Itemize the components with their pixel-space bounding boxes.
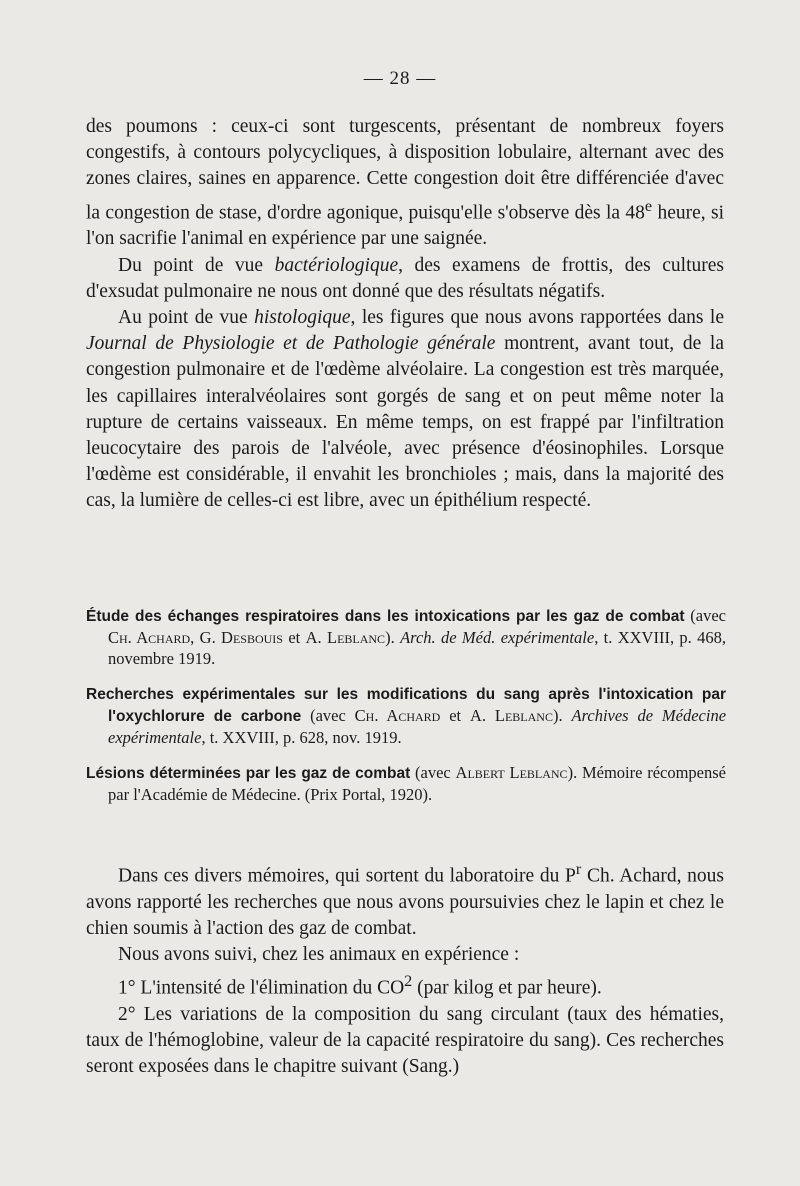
reference-title: Lésions déterminées par les gaz de combat: [86, 765, 411, 782]
reference-title: Recherches expérimentales sur les modifications du sang après l'intoxication par l'oxychlorure de carbone: [86, 686, 726, 725]
paragraph: [86, 942, 724, 968]
paragraph: [86, 253, 724, 305]
text-run: Nous avons suivi, chez les animaux en expérience :: [118, 944, 520, 966]
page-number: — 28 —: [363, 68, 437, 89]
author-name: G. Desbouis: [199, 628, 283, 647]
italic-text: Arch. de Méd. expérimentale: [400, 628, 595, 647]
text-run: Ch. Achard, nous avons rapporté les recherches que nous avons poursuivies chez le lapin et chez le chien soumis à l'action des gaz de combat.: [86, 865, 724, 939]
author-name: Ch. Achard: [354, 706, 441, 725]
paragraph: [86, 968, 724, 1002]
reference-entry: [86, 762, 726, 805]
text-run: , des examens de frottis, des cultures d'exsudat pulmonaire ne nous ont donné que des résultats négatifs.: [86, 254, 724, 302]
references-list: [86, 605, 726, 819]
superscript: 2: [404, 972, 413, 991]
italic-text: Journal de Physiologie et de Pathologie générale: [86, 333, 496, 355]
author-name: A. Leblanc: [305, 628, 386, 647]
italic-text: Archives de Médecine expérimentale: [108, 706, 727, 747]
italic-text: histologique: [254, 306, 351, 328]
text-run: 1° L'intensité de l'élimination du CO: [118, 977, 405, 999]
superscript: e: [644, 196, 653, 215]
text-run: , t. XXVIII, p. 628, nov. 1919.: [201, 728, 402, 747]
text-run: ).: [385, 628, 401, 647]
text-run: des poumons : ceux-ci sont turgescents, présentant de nombreux foyers congestifs, à contours polycycliques, à disposition lobulaire, alternant avec des zones claires, saines en apparence. Cette congestion doit être différenciée d'avec la congestion de stase, d'ordre agonique, puisqu'elle s'observe dès la 48: [86, 116, 724, 224]
text-run: (avec: [301, 706, 355, 725]
text-run: ). Mémoire récompensé par l'Académie de Médecine. (Prix Portal, 1920).: [108, 763, 726, 804]
text-run: Du point de vue: [118, 254, 275, 276]
author-name: A. Leblanc: [469, 706, 553, 725]
text-run: ,: [190, 628, 200, 647]
author-name: Ch. Achard: [108, 628, 191, 647]
text-run: heure, si l'on sacrifie l'animal en expérience par une saignée.: [86, 202, 724, 250]
text-run: , t. XXVIII, p. 468, novembre 1919.: [108, 628, 727, 668]
text-run: Au point de vue: [118, 306, 255, 328]
body-text-bottom: [86, 856, 724, 1081]
paragraph: [86, 856, 724, 942]
text-run: , les figures que nous avons rapportées dans le: [350, 306, 724, 328]
paragraph: [86, 114, 724, 253]
text-run: ).: [552, 706, 572, 725]
text-run: (avec: [410, 763, 456, 782]
text-run: (avec: [684, 606, 727, 625]
paragraph: [86, 1002, 724, 1081]
text-run: (par kilog et par heure).: [412, 977, 602, 999]
text-run: et: [282, 628, 306, 647]
reference-entry: [86, 683, 726, 748]
text-run: Dans ces divers mémoires, qui sortent du laboratoire du P: [118, 865, 576, 887]
text-run: 2° Les variations de la composition du sang circulant (taux des hématies, taux de l'hémoglobine, valeur de la capacité respiratoire du sang). Ces recherches seront exposées dans le chapitre suivant (Sang.): [86, 1004, 724, 1078]
italic-text: bactériologique: [274, 254, 399, 276]
reference-title: Étude des échanges respiratoires dans les intoxications par les gaz de combat: [86, 608, 685, 625]
superscript: r: [575, 860, 582, 878]
text-run: et: [440, 706, 470, 725]
reference-entry: [86, 605, 726, 669]
author-name: Albert Leblanc: [455, 763, 568, 782]
paragraph: [86, 305, 724, 515]
body-text-top: [86, 114, 724, 515]
text-run: montrent, avant tout, de la congestion pulmonaire et de l'œdème alvéolaire. La congestion est très marquée, les capillaires interalvéolaires sont gorgés de sang et on peut même noter la rupture de certains vaisseaux. En même temps, on est frappé par l'infiltration leucocytaire des parois de l'alvéole, avec présence d'éosinophiles. Lorsque l'œdème est considérable, il envahit les bronchioles ; mais, dans la majorité des cas, la lumière de celles-ci est libre, avec un épithélium respecté.: [86, 333, 724, 512]
